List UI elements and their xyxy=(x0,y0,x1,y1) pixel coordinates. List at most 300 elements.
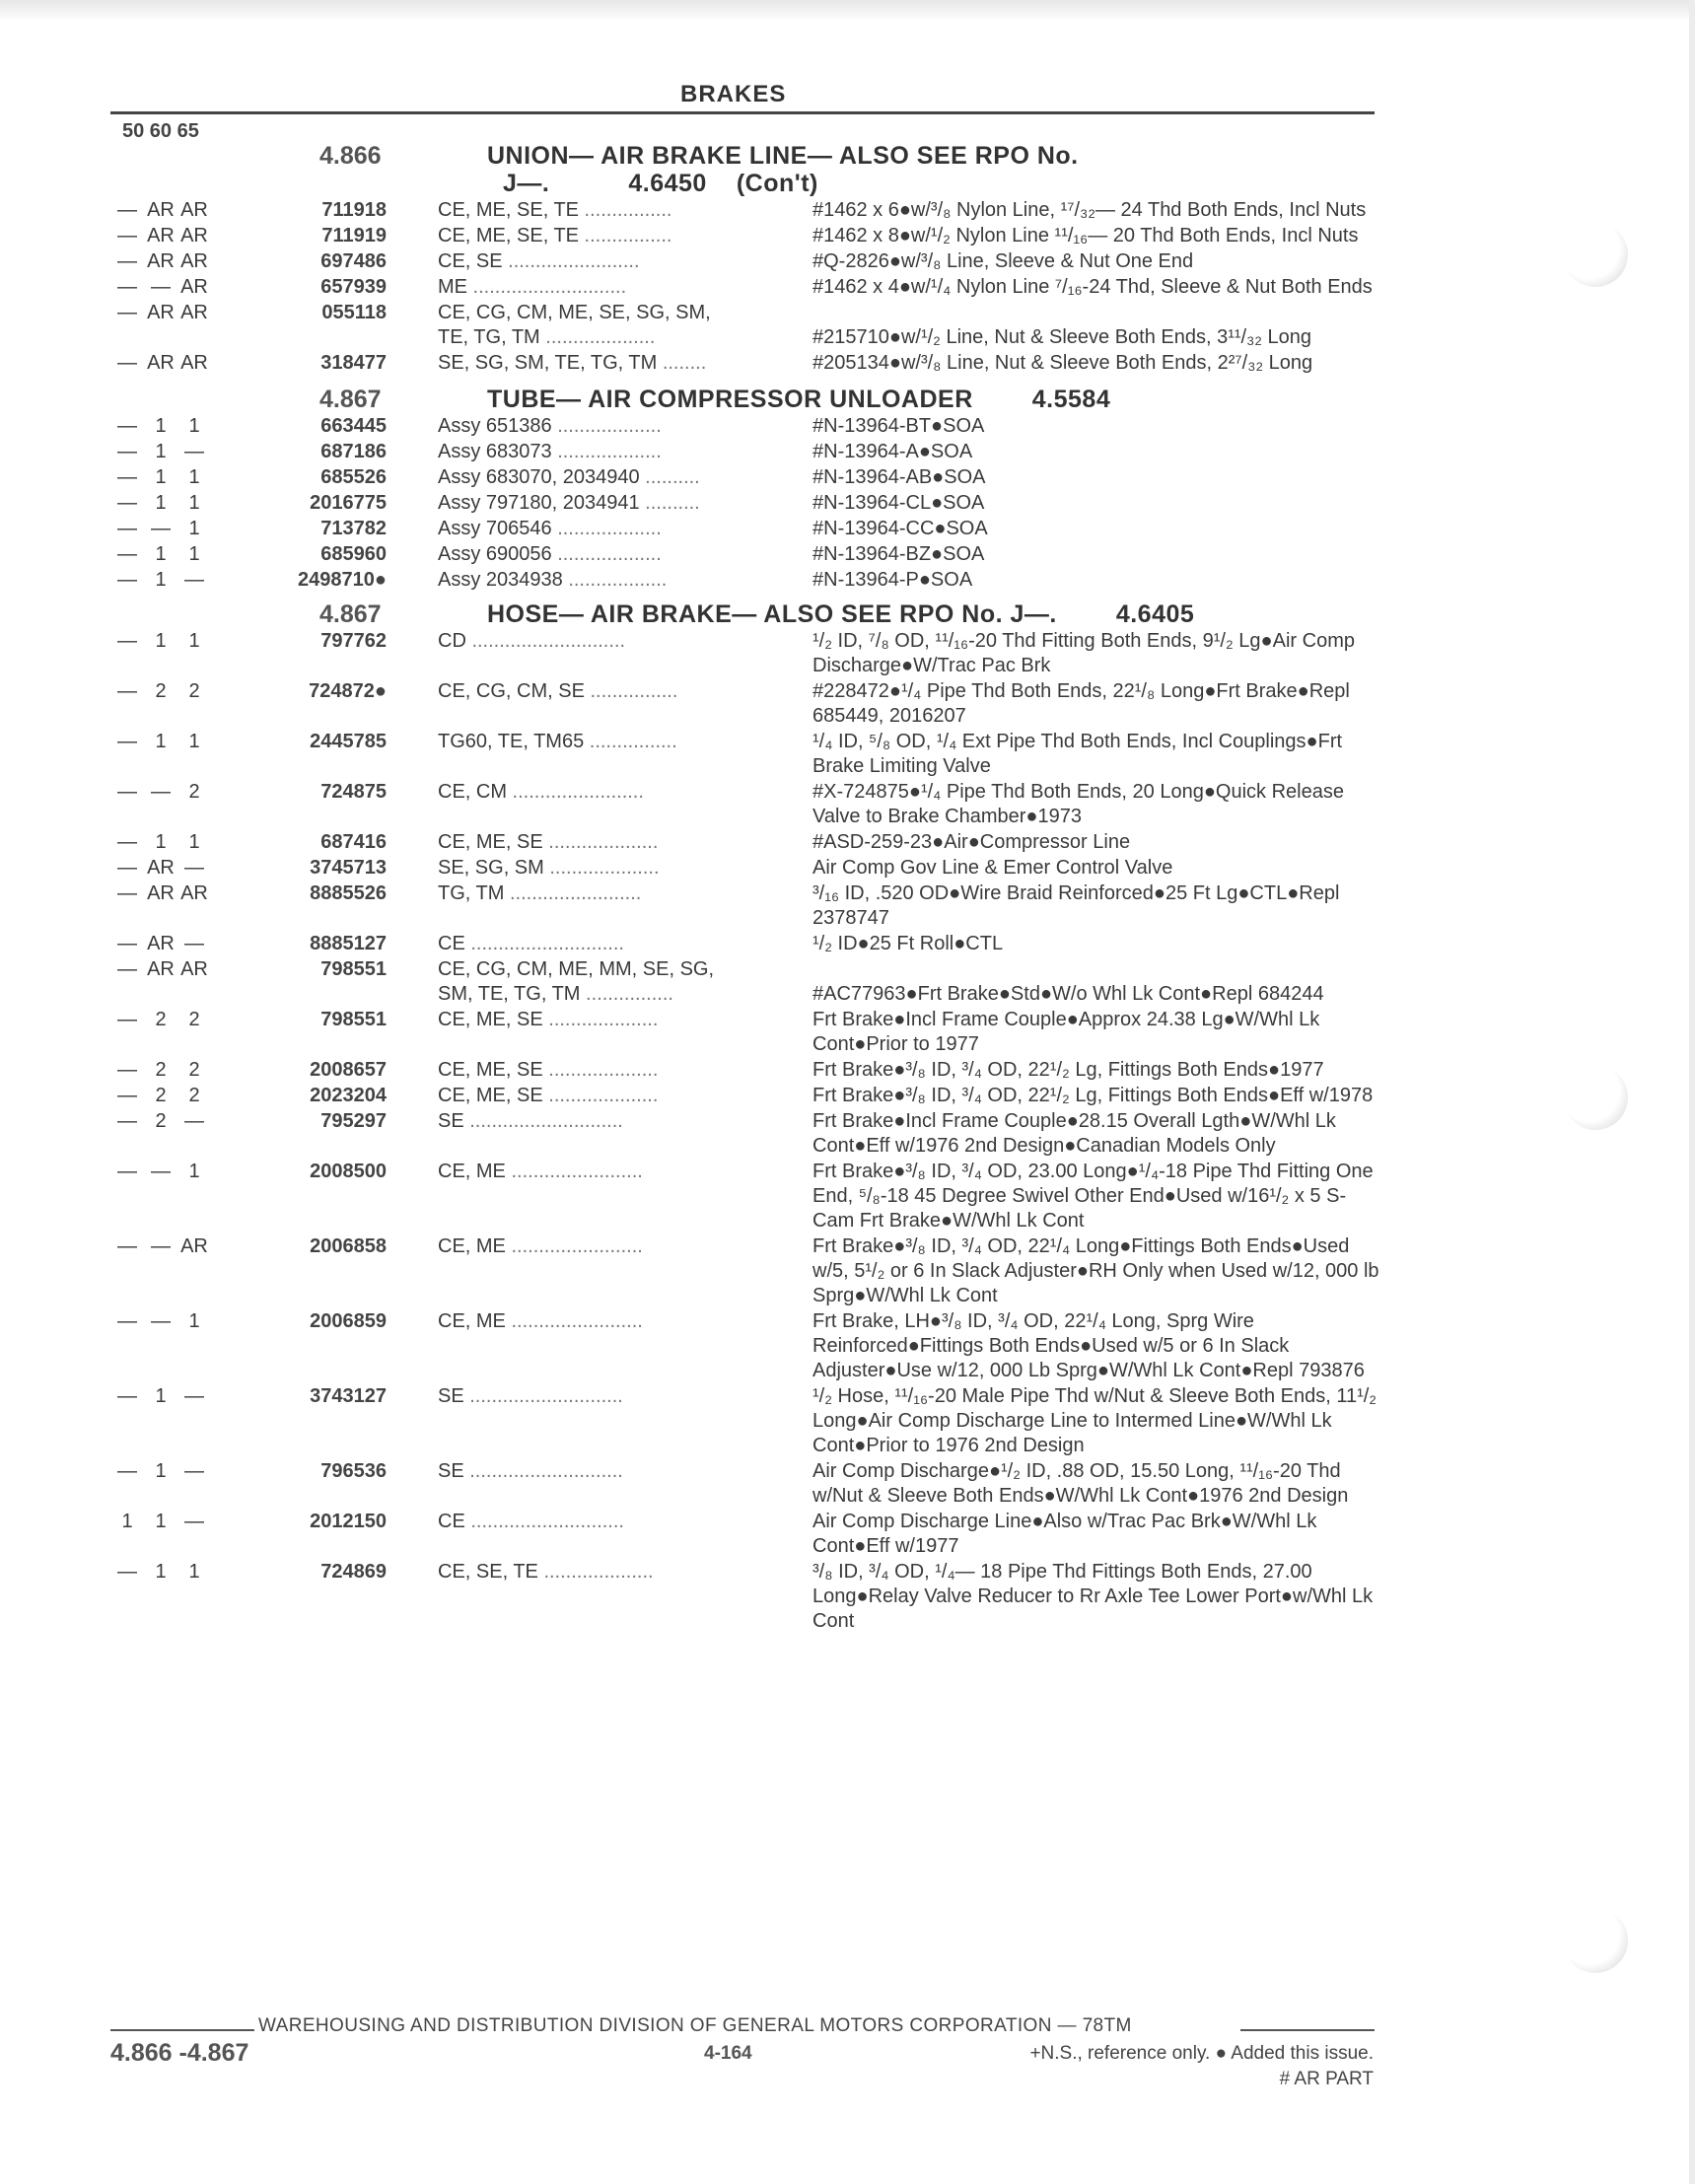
section-title-text: HOSE— AIR BRAKE— ALSO SEE RPO No. J—. xyxy=(487,600,1057,628)
quantity-cell: — xyxy=(117,831,137,853)
application-cell xyxy=(438,542,817,567)
quantity-columns xyxy=(110,1309,239,1334)
application-text: Assy 706546 xyxy=(438,518,552,539)
leader-dots: ................ xyxy=(584,680,678,702)
quantity-cell: — xyxy=(117,1110,137,1132)
part-row xyxy=(110,1058,1382,1083)
footer-page-number: 4-164 xyxy=(704,2043,752,2064)
application-text: CE, ME xyxy=(438,1161,506,1182)
part-description: #1462 x 4●w/¹/₄ Nylon Line ⁷/₁₆-24 Thd, Sleeve & Nut Both Ends xyxy=(812,276,1373,298)
section-number: 4.867 xyxy=(319,600,382,628)
application-cell xyxy=(438,1160,817,1184)
leader-dots: ............................ xyxy=(467,276,627,298)
quantity-cell: 1 xyxy=(188,731,200,752)
application-cell xyxy=(438,830,817,855)
application-text: TG, TM xyxy=(438,882,505,904)
application-cell xyxy=(438,568,817,593)
binder-hole xyxy=(1563,1065,1628,1130)
quantity-cell: AR xyxy=(180,958,208,980)
quantity-cell: AR xyxy=(147,882,175,904)
part-row xyxy=(110,491,1382,516)
application-text: CE, CM xyxy=(438,781,507,803)
application-cell xyxy=(438,1109,817,1134)
quantity-cell: 1 xyxy=(155,441,167,462)
application-text: ME xyxy=(438,276,467,298)
application-text: CE, SE, TE xyxy=(438,1561,538,1583)
application-cell xyxy=(438,679,817,704)
application-text: CD xyxy=(438,630,466,652)
quantity-columns xyxy=(110,881,239,906)
part-number: 8885127 xyxy=(310,933,387,954)
leader-dots: .......... xyxy=(639,466,700,488)
quantity-cell: — xyxy=(151,1310,171,1332)
quantity-cell: 1 xyxy=(121,1511,133,1532)
quantity-cell: 2 xyxy=(155,1110,167,1132)
part-description: ¹/₂ ID, ⁷/₈ OD, ¹¹/₁₆-20 Thd Fitting Both Ends, 9¹/₂ Lg●Air Comp Discharge●W/Trac Pac Brk xyxy=(812,630,1355,676)
part-number: 798551 xyxy=(320,958,387,980)
quantity-cell: — xyxy=(117,1085,137,1106)
quantity-cell: — xyxy=(184,933,204,954)
quantity-columns xyxy=(110,491,239,516)
application-text: SE xyxy=(438,1460,464,1482)
leader-dots: ................... xyxy=(551,415,662,437)
quantity-cell: — xyxy=(117,225,137,247)
part-row xyxy=(110,1084,1382,1108)
quantity-columns xyxy=(110,249,239,274)
leader-dots: ............................ xyxy=(465,630,626,652)
leader-dots: .......... xyxy=(639,492,700,514)
application-text: CE, CG, CM, ME, SE, SG, SM, xyxy=(438,302,711,323)
application-cell xyxy=(438,1510,817,1534)
part-number: 2498710● xyxy=(298,569,387,591)
quantity-columns xyxy=(110,568,239,593)
application-cell xyxy=(438,629,817,654)
part-description: #Q-2826●w/³/₈ Line, Sleeve & Nut One End xyxy=(812,250,1194,272)
leader-dots: ............................ xyxy=(463,1460,623,1482)
application-cell xyxy=(438,1084,817,1108)
quantity-cell: — xyxy=(117,731,137,752)
quantity-cell: — xyxy=(151,781,171,803)
leader-dots: ................ xyxy=(579,225,672,247)
part-row xyxy=(110,780,1382,829)
application-text: CE, ME xyxy=(438,1310,506,1332)
part-row xyxy=(110,881,1382,931)
part-row xyxy=(110,957,1382,1007)
quantity-cell: 2 xyxy=(188,680,200,702)
part-description: #1462 x 8●w/¹/₂ Nylon Line ¹¹/₁₆— 20 Thd Both Ends, Incl Nuts xyxy=(812,225,1359,247)
footer-rule-right xyxy=(1240,2029,1375,2031)
quantity-columns xyxy=(110,440,239,464)
section-header xyxy=(110,386,1382,413)
footer-legend: +N.S., reference only. ● Added this issue. xyxy=(1029,2043,1374,2064)
application-cell xyxy=(438,957,817,1007)
part-description: #X-724875●¹/₄ Pipe Thd Both Ends, 20 Long●Quick Release Valve to Brake Chamber●1973 xyxy=(812,781,1344,827)
part-description: #N-13964-BZ●SOA xyxy=(812,543,985,565)
section-title-text: UNION— AIR BRAKE LINE— ALSO SEE RPO No. xyxy=(487,142,1079,170)
quantity-columns xyxy=(110,1058,239,1083)
header-rule xyxy=(110,111,1375,114)
part-number: 8885526 xyxy=(310,882,387,904)
quantity-columns xyxy=(110,780,239,805)
part-description: #N-13964-CL●SOA xyxy=(812,492,985,514)
part-number: 2006859 xyxy=(310,1310,387,1332)
part-number: 318477 xyxy=(320,352,387,374)
part-description: #AC77963●Frt Brake●Std●W/o Whl Lk Cont●Repl 684244 xyxy=(812,983,1324,1005)
part-number: 796536 xyxy=(320,1460,387,1482)
part-description: ³/₁₆ ID, .520 OD●Wire Braid Reinforced●25 Ft Lg●CTL●Repl 2378747 xyxy=(812,882,1340,929)
application-cell xyxy=(438,224,817,248)
quantity-cell: — xyxy=(117,415,137,437)
leader-dots: .................... xyxy=(542,1009,659,1030)
quantity-cell: 2 xyxy=(155,1085,167,1106)
quantity-cell: AR xyxy=(180,882,208,904)
application-text-line2: TE, TG, TM xyxy=(438,326,540,348)
leader-dots: ............................ xyxy=(463,1385,623,1407)
part-description: #215710●w/¹/₂ Line, Nut & Sleeve Both Ends, 3¹¹/₃₂ Long xyxy=(812,326,1312,348)
quantity-cell: — xyxy=(117,441,137,462)
quantity-cell: AR xyxy=(180,1235,208,1257)
quantity-cell: 1 xyxy=(188,543,200,565)
part-description: #205134●w/³/₈ Line, Nut & Sleeve Both Ends, 2²⁷/₃₂ Long xyxy=(812,352,1313,374)
application-cell xyxy=(438,440,817,464)
footer-section-range: 4.866 -4.867 xyxy=(110,2039,249,2067)
application-text: CE, CG, CM, SE xyxy=(438,680,585,702)
application-text: CE, ME, SE, TE xyxy=(438,225,579,247)
quantity-cell: — xyxy=(184,1511,204,1532)
leader-dots: .................... xyxy=(542,831,659,853)
application-text: CE, SE xyxy=(438,250,503,272)
quantity-cell: — xyxy=(184,1460,204,1482)
application-cell xyxy=(438,932,817,956)
quantity-columns xyxy=(110,1510,239,1534)
scan-edge-right xyxy=(1689,0,1695,2184)
application-cell xyxy=(438,881,817,906)
application-text: CE, ME, SE, TE xyxy=(438,199,579,221)
quantity-cell: 1 xyxy=(188,831,200,853)
quantity-cell: — xyxy=(117,492,137,514)
part-number: 711918 xyxy=(321,199,387,221)
section-title xyxy=(487,142,1276,197)
application-text: CE, ME, SE xyxy=(438,831,543,853)
quantity-columns xyxy=(110,465,239,490)
quantity-cell: 2 xyxy=(155,1009,167,1030)
leader-dots: ........................ xyxy=(504,882,642,904)
part-row xyxy=(110,1160,1382,1233)
application-text-line2: SM, TE, TG, TM xyxy=(438,983,581,1005)
application-text: Assy 683073 xyxy=(438,441,552,462)
quantity-cell: 1 xyxy=(188,492,200,514)
part-row xyxy=(110,1384,1382,1458)
quantity-cell: AR xyxy=(180,302,208,323)
quantity-cell: 1 xyxy=(155,492,167,514)
quantity-cell: — xyxy=(151,276,171,298)
part-row xyxy=(110,351,1382,376)
quantity-columns xyxy=(110,957,239,982)
part-number: 2445785 xyxy=(310,731,387,752)
part-row xyxy=(110,1234,1382,1308)
application-text: Assy 651386 xyxy=(438,415,552,437)
quantity-columns xyxy=(110,414,239,439)
leader-dots: ........................ xyxy=(505,1235,643,1257)
application-cell xyxy=(438,414,817,439)
part-description: ¹/₂ Hose, ¹¹/₁₆-20 Male Pipe Thd w/Nut & Sleeve Both Ends, 11¹/₂ Long●Air Comp Discharge Line to Intermed Line●W/Whl Lk Cont●Prior to 1976 2nd Design xyxy=(812,1385,1377,1456)
application-text: SE xyxy=(438,1385,464,1407)
quantity-cell: — xyxy=(184,1385,204,1407)
part-description: Frt Brake●Incl Frame Couple●Approx 24.38 Lg●W/Whl Lk Cont●Prior to 1977 xyxy=(812,1009,1320,1055)
parts-list xyxy=(110,142,1382,1634)
part-number: 2008657 xyxy=(310,1059,387,1081)
application-text: Assy 690056 xyxy=(438,543,552,565)
quantity-cell: 1 xyxy=(155,1385,167,1407)
section-title-continuation: J—. xyxy=(503,170,550,197)
part-number: 713782 xyxy=(320,518,387,539)
application-text: CE, ME, SE xyxy=(438,1059,543,1081)
application-text: Assy 2034938 xyxy=(438,569,563,591)
section-number: 4.867 xyxy=(319,386,382,413)
quantity-cell: — xyxy=(117,680,137,702)
quantity-cell: — xyxy=(117,1235,137,1257)
part-description: Air Comp Gov Line & Emer Control Valve xyxy=(812,857,1173,879)
leader-dots: ............................ xyxy=(464,1511,624,1532)
part-description: #N-13964-BT●SOA xyxy=(812,415,985,437)
part-row xyxy=(110,198,1382,223)
section-continued-label: (Con't) xyxy=(736,170,818,197)
quantity-cell: 1 xyxy=(155,1561,167,1583)
quantity-cell: — xyxy=(117,250,137,272)
quantity-cell: AR xyxy=(147,250,175,272)
quantity-cell: 1 xyxy=(188,518,200,539)
quantity-cell: — xyxy=(117,466,137,488)
leader-dots: ................ xyxy=(584,731,677,752)
part-number: 055118 xyxy=(321,302,387,323)
quantity-cell: AR xyxy=(147,958,175,980)
quantity-cell: AR xyxy=(180,352,208,374)
quantity-cell: — xyxy=(117,1310,137,1332)
application-cell xyxy=(438,856,817,881)
quantity-cell: 2 xyxy=(155,1059,167,1081)
part-description: Frt Brake●³/₈ ID, ³/₄ OD, 22¹/₂ Lg, Fittings Both Ends●Eff w/1978 xyxy=(812,1085,1374,1106)
application-cell xyxy=(438,1234,817,1259)
application-cell xyxy=(438,780,817,805)
part-description: Frt Brake●Incl Frame Couple●28.15 Overall Lgth●W/Whl Lk Cont●Eff w/1976 2nd Design●Canadian Models Only xyxy=(812,1110,1336,1157)
quantity-cell: — xyxy=(117,199,137,221)
part-description: ¹/₂ ID●25 Ft Roll●CTL xyxy=(812,933,1004,954)
part-description: Frt Brake, LH●³/₈ ID, ³/₄ OD, 22¹/₄ Long, Sprg Wire Reinforced●Fittings Both Ends●Used w/5 or 6 In Slack Adjuster●Use w/12, 000 Lb Sprg●W/Whl Lk Cont●Repl 793876 xyxy=(812,1310,1365,1381)
application-cell xyxy=(438,517,817,541)
quantity-columns xyxy=(110,629,239,654)
part-row xyxy=(110,465,1382,490)
part-row xyxy=(110,856,1382,881)
part-number: 724869 xyxy=(320,1561,387,1583)
part-number: 797762 xyxy=(320,630,387,652)
quantity-cell: — xyxy=(117,630,137,652)
leader-dots: .................... xyxy=(542,1059,659,1081)
quantity-cell: 2 xyxy=(188,1085,200,1106)
quantity-cell: — xyxy=(184,1110,204,1132)
quantity-cell: — xyxy=(151,518,171,539)
scan-edge-top xyxy=(0,0,1695,22)
part-number: 724875 xyxy=(320,781,387,803)
part-row xyxy=(110,542,1382,567)
quantity-cell: — xyxy=(117,882,137,904)
part-number: 685526 xyxy=(320,466,387,488)
part-row xyxy=(110,629,1382,678)
application-text: CE xyxy=(438,933,465,954)
section-header xyxy=(110,142,1382,197)
quantity-cell: — xyxy=(117,276,137,298)
application-cell xyxy=(438,1008,817,1032)
quantity-cell: 2 xyxy=(188,1009,200,1030)
quantity-columns xyxy=(110,224,239,248)
part-row xyxy=(110,1109,1382,1159)
section-number: 4.866 xyxy=(319,142,382,170)
leader-dots: .................... xyxy=(537,1561,654,1583)
leader-dots: ........................ xyxy=(507,781,644,803)
quantity-columns xyxy=(110,679,239,704)
quantity-cell: — xyxy=(151,1235,171,1257)
quantity-cell: 1 xyxy=(155,466,167,488)
quantity-columns xyxy=(110,1084,239,1108)
quantity-columns xyxy=(110,1160,239,1184)
part-row xyxy=(110,275,1382,300)
part-row xyxy=(110,679,1382,729)
quantity-cell: 1 xyxy=(188,1161,200,1182)
quantity-columns xyxy=(110,1459,239,1484)
part-description: #228472●¹/₄ Pipe Thd Both Ends, 22¹/₈ Long●Frt Brake●Repl 685449, 2016207 xyxy=(812,680,1350,727)
part-number: 2023204 xyxy=(310,1085,387,1106)
application-text: SE xyxy=(438,1110,464,1132)
application-text: CE, CG, CM, ME, MM, SE, SG, xyxy=(438,958,715,980)
quantity-cell: — xyxy=(117,518,137,539)
quantity-cell: 1 xyxy=(155,415,167,437)
quantity-cell: AR xyxy=(180,225,208,247)
part-row xyxy=(110,301,1382,350)
quantity-cell: — xyxy=(184,441,204,462)
quantity-columns xyxy=(110,301,239,325)
quantity-columns xyxy=(110,1234,239,1259)
quantity-cell: — xyxy=(117,543,137,565)
part-description: ¹/₄ ID, ⁵/₈ OD, ¹/₄ Ext Pipe Thd Both Ends, Incl Couplings●Frt Brake Limiting Valve xyxy=(812,731,1343,777)
application-cell xyxy=(438,1384,817,1409)
leader-dots: ........................ xyxy=(502,250,640,272)
part-description: #N-13964-AB●SOA xyxy=(812,466,986,488)
section-title xyxy=(487,386,1276,413)
quantity-cell: — xyxy=(184,857,204,879)
quantity-columns xyxy=(110,856,239,881)
part-row xyxy=(110,568,1382,593)
part-description: #N-13964-A●SOA xyxy=(812,441,973,462)
application-text: TG60, TE, TM65 xyxy=(438,731,585,752)
leader-dots: ................... xyxy=(551,518,662,539)
leader-dots: ................ xyxy=(579,199,672,221)
quantity-cell: — xyxy=(117,958,137,980)
quantity-columns xyxy=(110,351,239,376)
section-header xyxy=(110,600,1382,628)
quantity-cell: AR xyxy=(180,250,208,272)
leader-dots: ............................ xyxy=(463,1110,623,1132)
part-description: #N-13964-P●SOA xyxy=(812,569,973,591)
footer-legend-ar: # AR PART xyxy=(1279,2069,1374,2089)
part-number: 2016775 xyxy=(310,492,387,514)
quantity-cell: 1 xyxy=(188,1561,200,1583)
part-number: 724872● xyxy=(309,680,387,702)
part-number: 798551 xyxy=(320,1009,387,1030)
quantity-columns xyxy=(110,275,239,300)
footer-rule-left xyxy=(110,2029,254,2031)
application-cell xyxy=(438,1560,817,1585)
section-reference: 4.6450 xyxy=(628,170,707,197)
part-row xyxy=(110,730,1382,779)
quantity-cell: AR xyxy=(147,199,175,221)
quantity-cell: 2 xyxy=(188,1059,200,1081)
quantity-columns xyxy=(110,1384,239,1409)
part-description: #1462 x 6●w/³/₈ Nylon Line, ¹⁷/₃₂— 24 Thd Both Ends, Incl Nuts xyxy=(812,199,1367,221)
part-number: 2008500 xyxy=(310,1161,387,1182)
part-row xyxy=(110,1008,1382,1057)
part-number: 3743127 xyxy=(310,1385,387,1407)
application-text: CE xyxy=(438,1511,465,1532)
quantity-cell: AR xyxy=(180,276,208,298)
part-row xyxy=(110,517,1382,541)
column-years-header: 50 60 65 xyxy=(122,120,199,142)
quantity-cell: 1 xyxy=(188,630,200,652)
part-number: 657939 xyxy=(320,276,387,298)
footer-organization: WAREHOUSING AND DISTRIBUTION DIVISION OF GENERAL MOTORS CORPORATION — 78TM xyxy=(258,2015,1132,2036)
part-description: #ASD-259-23●Air●Compressor Line xyxy=(812,831,1131,853)
binder-hole xyxy=(1563,222,1628,287)
quantity-cell: — xyxy=(117,781,137,803)
part-row xyxy=(110,1510,1382,1559)
part-row xyxy=(110,249,1382,274)
application-text: Assy 797180, 2034941 xyxy=(438,492,640,514)
quantity-cell: — xyxy=(117,352,137,374)
quantity-cell: 1 xyxy=(188,415,200,437)
leader-dots: ................... xyxy=(551,543,662,565)
leader-dots: ................ xyxy=(580,983,673,1005)
quantity-cell: 1 xyxy=(188,1310,200,1332)
application-cell xyxy=(438,198,817,223)
application-text: CE, ME xyxy=(438,1235,506,1257)
quantity-columns xyxy=(110,542,239,567)
part-number: 663445 xyxy=(320,415,387,437)
quantity-columns xyxy=(110,830,239,855)
part-row xyxy=(110,414,1382,439)
application-cell xyxy=(438,465,817,490)
leader-dots: .................. xyxy=(562,569,668,591)
leader-dots: ............................ xyxy=(464,933,624,954)
section-title-text: TUBE— AIR COMPRESSOR UNLOADER xyxy=(487,386,973,413)
part-row xyxy=(110,932,1382,956)
section-reference: 4.6405 xyxy=(1115,600,1195,628)
part-description: Frt Brake●³/₈ ID, ³/₄ OD, 22¹/₄ Long●Fittings Both Ends●Used w/5, 5¹/₂ or 6 In Slack Adjuster●RH Only when Used w/12, 000 lb Sprg●W/Whl Lk Cont xyxy=(812,1235,1379,1306)
quantity-cell: 1 xyxy=(155,731,167,752)
quantity-cell: 1 xyxy=(155,543,167,565)
part-number: 711919 xyxy=(321,225,387,247)
quantity-cell: 1 xyxy=(155,1460,167,1482)
leader-dots: .................... xyxy=(539,326,656,348)
quantity-cell: 1 xyxy=(155,1511,167,1532)
quantity-cell: — xyxy=(184,569,204,591)
quantity-cell: AR xyxy=(180,199,208,221)
quantity-cell: AR xyxy=(147,352,175,374)
section-reference: 4.5584 xyxy=(1031,386,1111,413)
leader-dots: .................... xyxy=(542,1085,659,1106)
part-row xyxy=(110,830,1382,855)
application-cell xyxy=(438,730,817,754)
part-number: 697486 xyxy=(320,250,387,272)
leader-dots: ................... xyxy=(551,441,662,462)
part-description: Air Comp Discharge Line●Also w/Trac Pac Brk●W/Whl Lk Cont●Eff w/1977 xyxy=(812,1511,1317,1557)
